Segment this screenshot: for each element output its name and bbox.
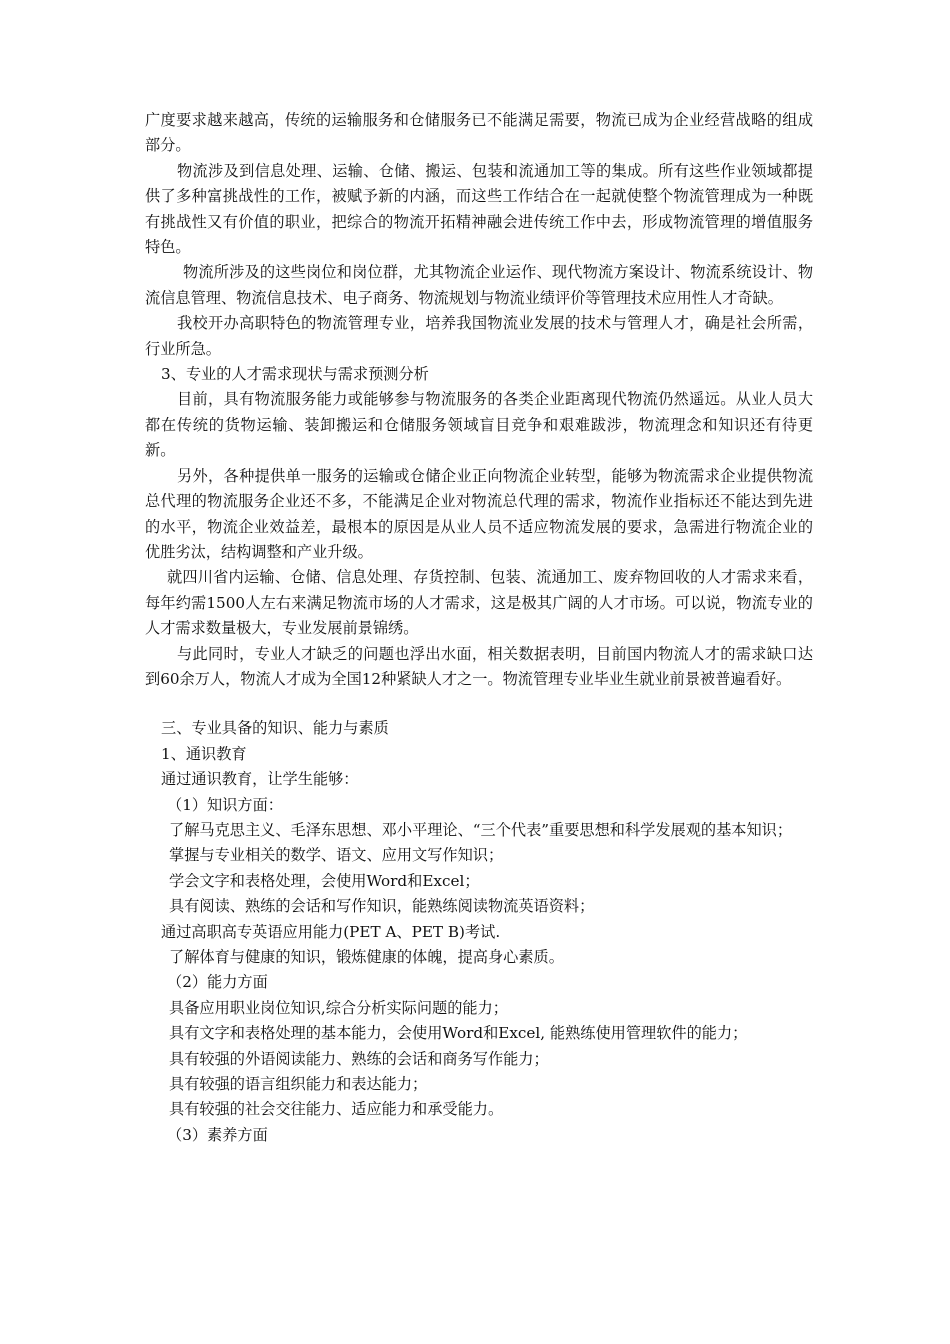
list-item: 学会文字和表格处理，会使用Word和Excel； xyxy=(169,871,480,890)
subsection-heading: （1）知识方面： xyxy=(167,795,283,814)
blank-line xyxy=(145,692,813,716)
list-item: 具备应用职业岗位知识,综合分析实际问题的能力； xyxy=(169,998,508,1017)
paragraph: 就四川省内运输、仓储、信息处理、存货控制、包装、流通加工、废弃物回收的人才需求来看，每年约需1500人左右来满足物流市场的人才需求，这是极其广阔的人才市场。可以说，物流专业的人才需求数量极大，专业发展前景锦绣。 xyxy=(145,568,813,638)
paragraph: 物流所涉及的这些岗位和岗位群，尤其物流企业运作、现代物流方案设计、物流系统设计、物流信息管理、物流信息技术、电子商务、物流规划与物流业绩评价等管理技术应用性人才奇缺。 xyxy=(145,263,813,307)
paragraph: 通过通识教育，让学生能够： xyxy=(161,770,359,789)
document-body xyxy=(145,108,813,1148)
list-item: 具有较强的语言组织能力和表达能力； xyxy=(169,1075,428,1094)
subsection-heading: （2）能力方面 xyxy=(167,973,268,992)
list-item: 了解马克思主义、毛泽东思想、邓小平理论、“三个代表”重要思想和科学发展观的基本知识； xyxy=(169,820,793,839)
paragraph: 目前，具有物流服务能力或能够参与物流服务的各类企业距离现代物流仍然遥远。从业人员大都在传统的货物运输、装卸搬运和仓储服务领域盲目竞争和艰难跋涉，物流理念和知识还有待更新。 xyxy=(145,390,813,460)
paragraph: 物流涉及到信息处理、运输、仓储、搬运、包装和流通加工等的集成。所有这些作业领域都提供了多种富挑战性的工作，被赋予新的内涵，而这些工作结合在一起就使整个物流管理成为一种既有挑战性又有价值的职业，把综合的物流开拓精神融会进传统工作中去，形成物流管理的增值服务特色。 xyxy=(145,161,813,257)
list-item: 通过高职高专英语应用能力(PET A、PET B)考试. xyxy=(161,922,501,941)
section-heading: 3、专业的人才需求现状与需求预测分析 xyxy=(161,365,429,384)
paragraph: 与此同时，专业人才缺乏的问题也浮出水面，相关数据表明，目前国内物流人才的需求缺口达到60余万人，物流人才成为全国12种紧缺人才之一。物流管理专业毕业生就业前景被普遍看好。 xyxy=(145,644,813,688)
list-item: 具有较强的外语阅读能力、熟练的会话和商务写作能力； xyxy=(169,1049,549,1068)
list-item: 掌握与专业相关的数学、语文、应用文写作知识； xyxy=(169,846,504,865)
paragraph: 我校开办高职特色的物流管理专业，培养我国物流业发展的技术与管理人才，确是社会所需，行业所急。 xyxy=(145,314,813,358)
list-item: 具有阅读、熟练的会话和写作知识，能熟练阅读物流英语资料； xyxy=(169,897,595,916)
list-item: 了解体育与健康的知识，锻炼健康的体魄，提高身心素质。 xyxy=(169,948,564,966)
subsection-heading: （3）素养方面 xyxy=(167,1125,268,1144)
paragraph: 广度要求越来越高，传统的运输服务和仓储服务已不能满足需要，物流已成为企业经营战略的组成部分。 xyxy=(145,111,813,155)
list-item: 具有较强的社会交往能力、适应能力和承受能力。 xyxy=(169,1100,504,1119)
list-item: 具有文字和表格处理的基本能力，会使用Word和Excel, 能熟练使用管理软件的能力； xyxy=(169,1024,748,1043)
subsection-heading: 1、通识教育 xyxy=(161,744,247,763)
section-heading: 三、专业具备的知识、能力与素质 xyxy=(161,719,389,738)
paragraph: 另外，各种提供单一服务的运输或仓储企业正向物流企业转型，能够为物流需求企业提供物流总代理的物流服务企业还不多，不能满足企业对物流总代理的需求，物流作业指标还不能达到先进的水平，物流企业效益差，最根本的原因是从业人员不适应物流发展的要求，急需进行物流企业的优胜劣汰，结构调整和产业升级。 xyxy=(145,466,813,561)
